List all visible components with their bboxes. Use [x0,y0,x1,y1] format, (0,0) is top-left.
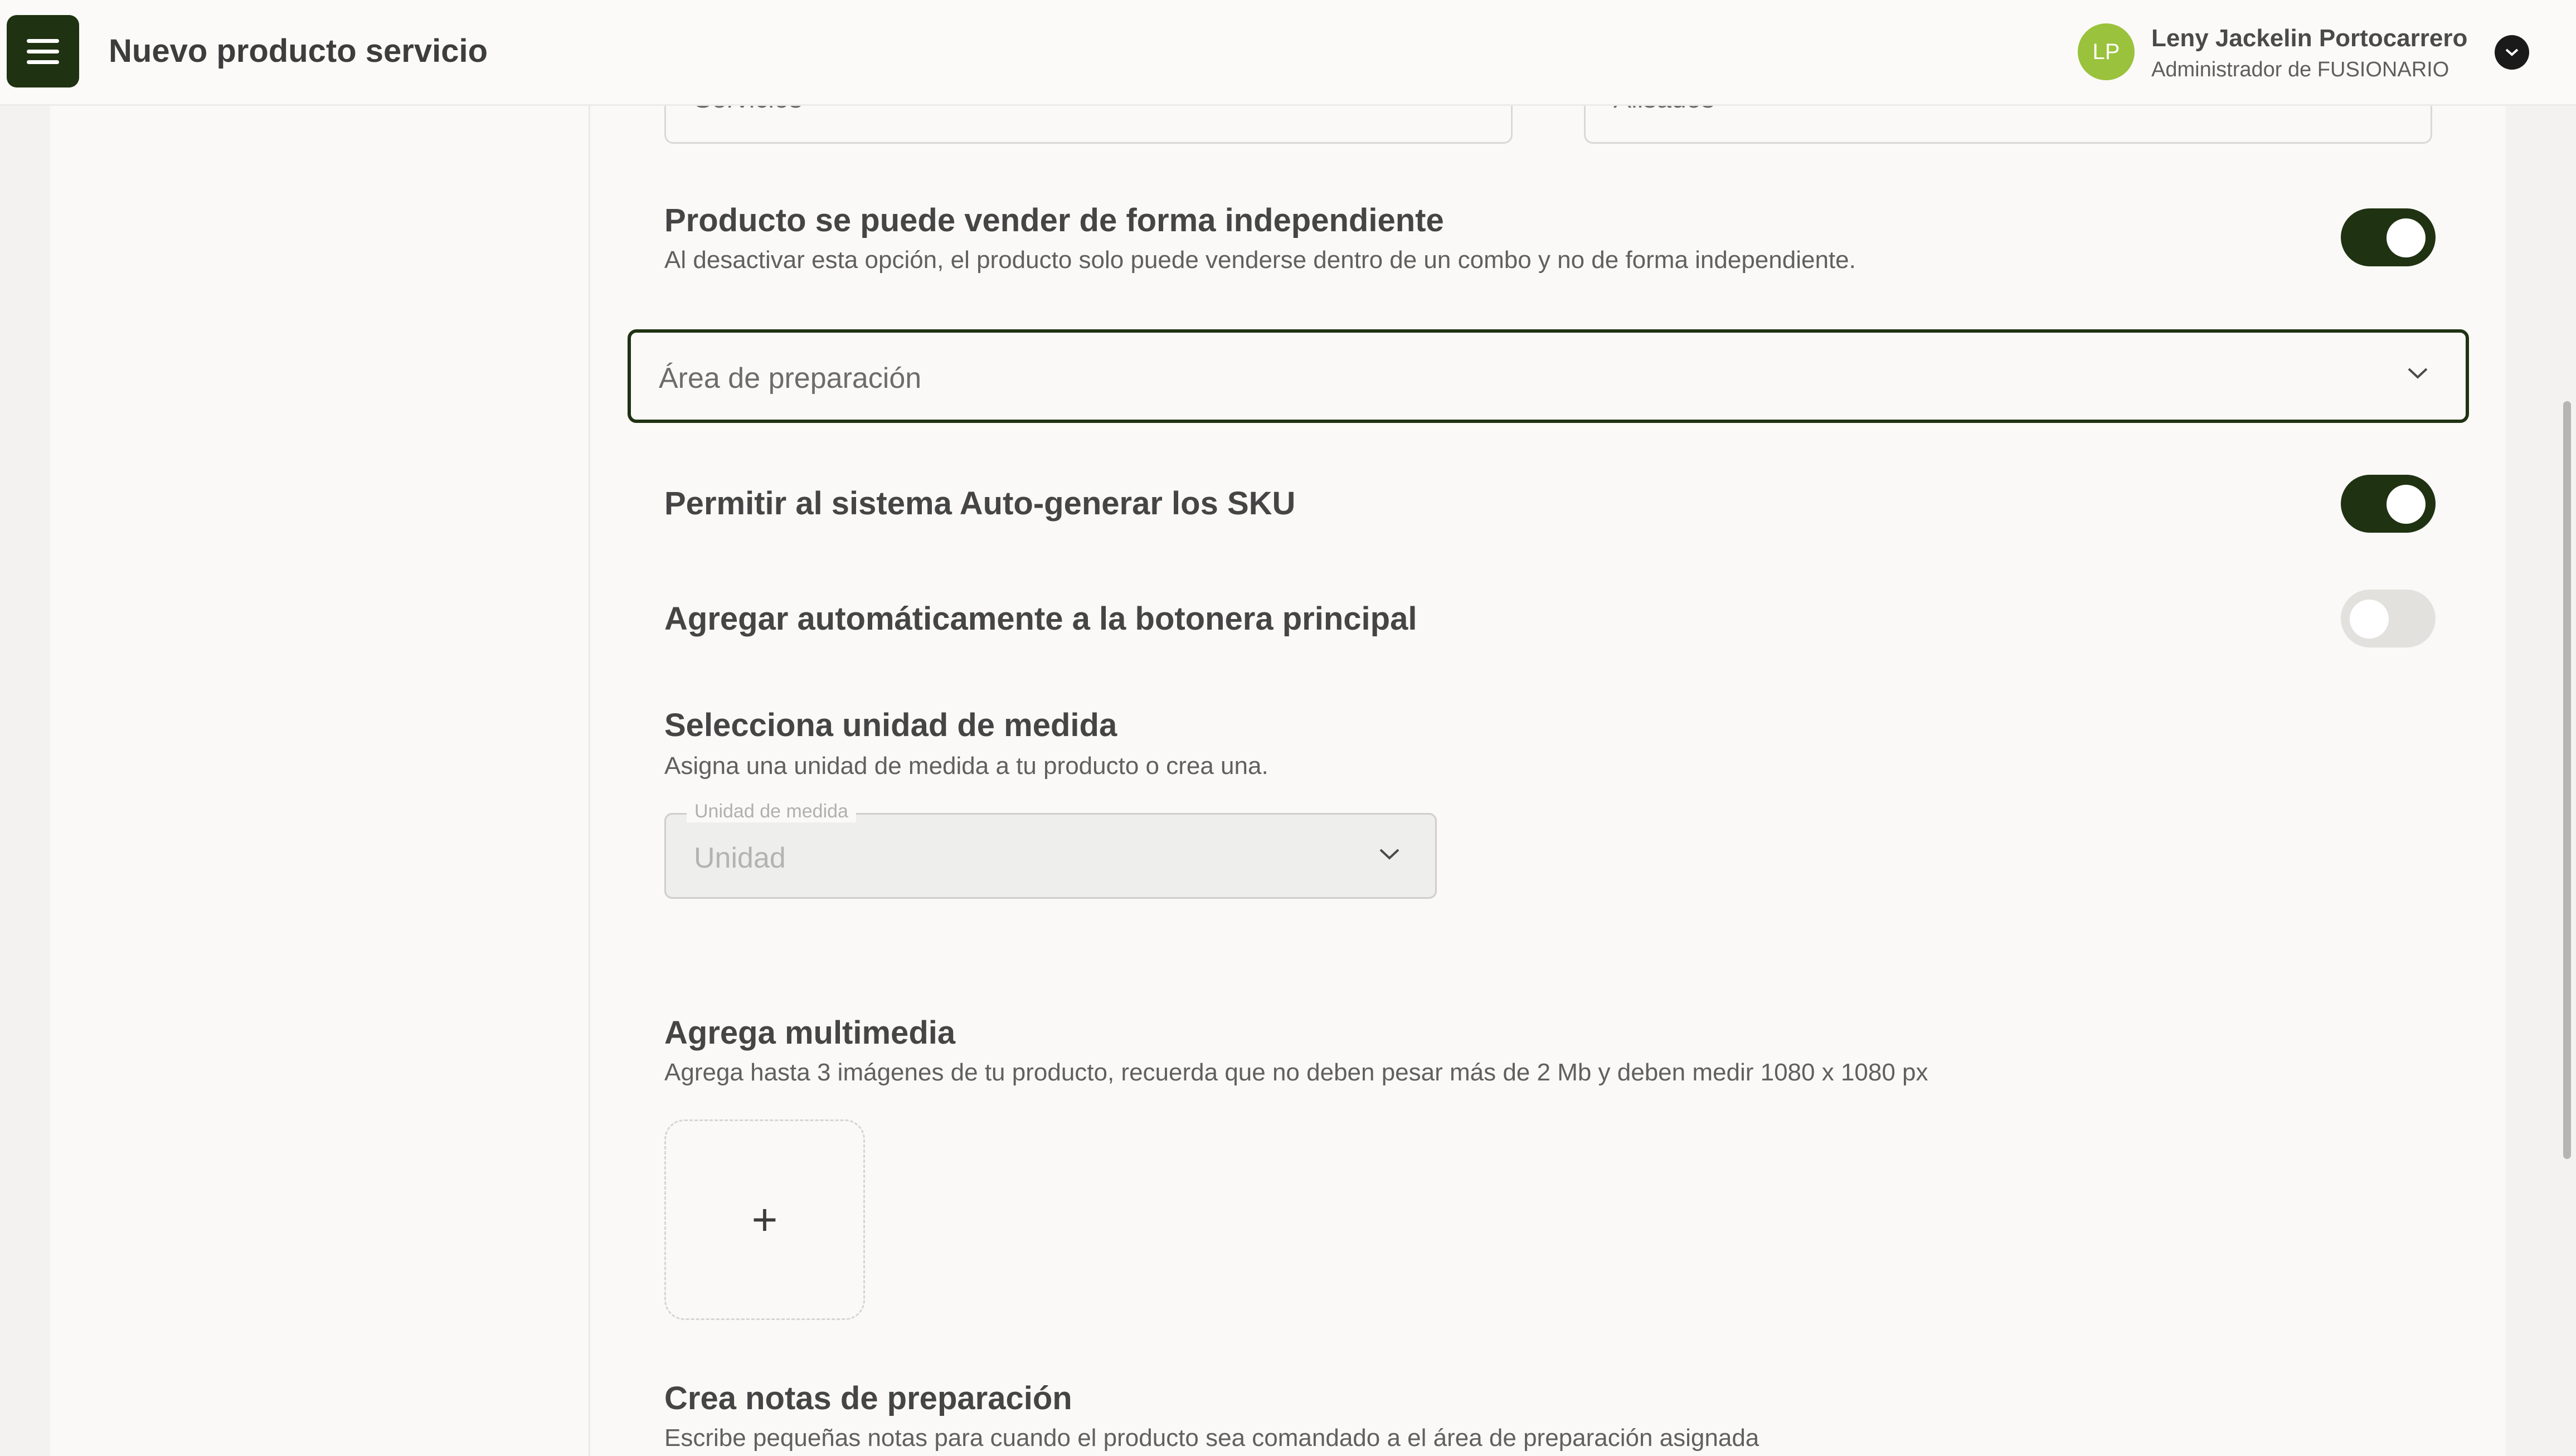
add-image-button[interactable] [664,1119,865,1320]
unit-section-title: Selecciona unidad de medida [664,707,1117,743]
multimedia-title: Agrega multimedia [664,1015,956,1051]
unit-field-label: Unidad de medida [687,801,856,822]
prep-notes-description: Escribe pequeñas notas para cuando el producto sea comandado a el área de preparación asignada [664,1424,1760,1452]
hamburger-icon [27,39,59,43]
user-name: Leny Jackelin Portocarrero [2151,25,2468,52]
unit-select-value: Unidad [694,842,786,874]
prep-notes-title: Crea notas de preparación [664,1380,1072,1416]
auto-add-main-toggle[interactable] [2341,590,2436,647]
menu-button[interactable] [7,15,79,87]
app-header [0,0,2576,106]
toggle-knob [2387,485,2426,524]
sell-independent-title: Producto se puede vender de forma independiente [664,202,1444,238]
multimedia-description: Agrega hasta 3 imágenes de tu producto, recuerda que no deben pesar más de 2 Mb y deben medir 1080 x 1080 px [664,1059,1928,1086]
toggle-knob [2350,600,2389,639]
sell-independent-description: Al desactivar esta opción, el producto solo puede venderse dentro de un combo y no de forma independiente. [664,246,1856,274]
hamburger-icon-line [27,60,59,64]
plus-icon: + [751,1195,778,1244]
avatar[interactable]: LP [2078,23,2135,80]
unit-section-description: Asigna una unidad de medida a tu producto o crea una. [664,752,1268,780]
scrollbar-thumb[interactable] [2563,401,2571,1159]
auto-add-main-title: Agregar automáticamente a la botonera principal [664,601,1417,637]
hamburger-icon-line [27,50,59,53]
sell-independent-toggle[interactable] [2341,208,2436,266]
prep-area-select[interactable] [628,329,2469,423]
chevron-down-icon [2504,47,2520,58]
page-title: Nuevo producto servicio [109,33,488,69]
auto-sku-title: Permitir al sistema Auto-generar los SKU [664,485,1296,522]
user-role: Administrador de FUSIONARIO [2151,58,2449,81]
toggle-knob [2387,218,2426,257]
unit-select[interactable] [664,813,1437,899]
prep-area-placeholder: Área de preparación [659,362,922,395]
auto-sku-toggle[interactable] [2341,475,2436,533]
chevron-down-icon [2407,366,2429,383]
column-divider [589,106,590,1456]
chevron-down-icon [1378,847,1401,864]
user-menu-button[interactable] [2495,35,2529,70]
